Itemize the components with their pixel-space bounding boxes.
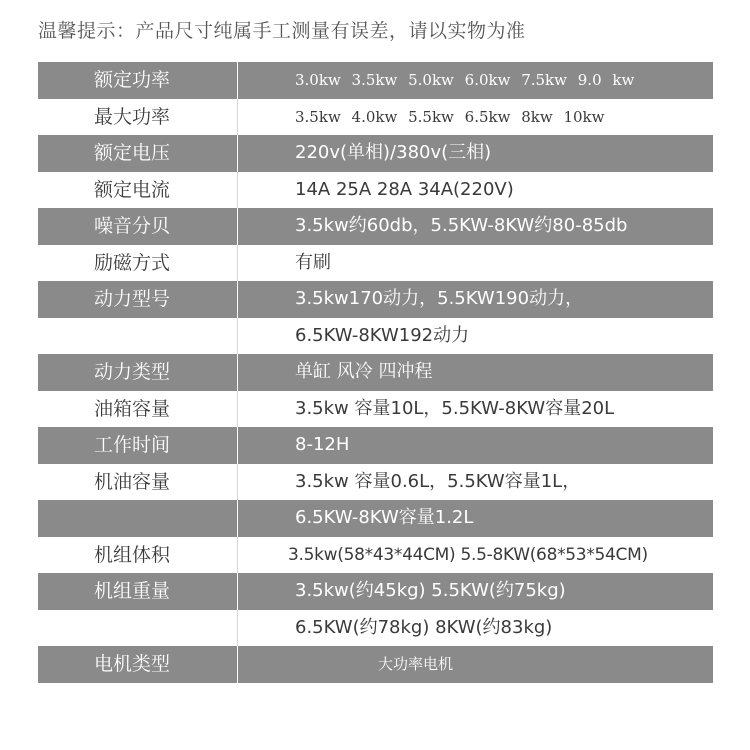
table-row (38, 464, 713, 501)
table-row (38, 610, 713, 647)
table-row (38, 318, 713, 355)
row-label: 额定电流 (94, 178, 171, 201)
row-value: 3.5kw 4.0kw 5.5kw 6.5kw 8kw 10kw (237, 99, 713, 136)
table-row (38, 208, 713, 245)
row-label: 工作时间 (94, 434, 171, 456)
table-row (38, 391, 713, 428)
row-label: 机组体积 (94, 543, 171, 566)
row-value: 3.5kw(58*43*44CM) 5.5-8KW(68*53*54CM) (237, 537, 713, 574)
row-value: 单缸 风冷 四冲程 (237, 354, 713, 391)
row-label (38, 500, 237, 537)
table-row (38, 537, 713, 574)
table-row (38, 135, 713, 172)
row-label (38, 610, 237, 647)
row-value: 3.5kw 容量10L，5.5KW-8KW容量20L (237, 391, 713, 428)
row-label: 油箱容量 (94, 397, 171, 420)
table-row (38, 646, 713, 683)
row-label: 额定电压 (94, 142, 171, 164)
table-row (38, 172, 713, 209)
row-value: 3.0kw 3.5kw 5.0kw 6.0kw 7.5kw 9.0 kw (237, 62, 713, 99)
row-value: 3.5kw(约45kg) 5.5KW(约75kg) (237, 573, 713, 610)
row-value: 6.5KW(约78kg) 8KW(约83kg) (237, 610, 713, 647)
row-value: 220v(单相)/380v(三相) (237, 135, 713, 172)
row-label: 电机类型 (94, 653, 171, 675)
table-row (38, 500, 713, 537)
row-value: 6.5KW-8KW容量1.2L (237, 500, 713, 537)
row-label: 最大功率 (94, 105, 171, 128)
row-value: 6.5KW-8KW192动力 (237, 318, 713, 355)
table-row (38, 427, 713, 464)
row-value: 3.5kw170动力，5.5KW190动力， (237, 281, 713, 318)
row-value: 大功率电机 (237, 646, 713, 683)
row-value: 有刷 (237, 245, 713, 282)
table-row (38, 62, 713, 99)
spec-table (38, 62, 713, 683)
disclaimer-note: 温馨提示：产品尺寸纯属手工测量有误差，请以实物为准 (38, 20, 526, 42)
row-label: 额定功率 (94, 69, 171, 91)
row-label: 动力型号 (94, 288, 171, 310)
row-value: 3.5kw约60db，5.5KW-8KW约80-85db (237, 208, 713, 245)
row-label: 励磁方式 (94, 251, 171, 274)
row-label: 噪音分贝 (94, 215, 171, 237)
row-value: 3.5kw 容量0.6L，5.5KW容量1L， (237, 464, 713, 501)
row-value: 8-12H (237, 427, 713, 464)
row-label: 机组重量 (94, 580, 171, 602)
table-row (38, 354, 713, 391)
table-row (38, 573, 713, 610)
row-label (38, 318, 237, 355)
table-row (38, 99, 713, 136)
row-value: 14A 25A 28A 34A(220V) (237, 172, 713, 209)
row-label: 机油容量 (94, 470, 171, 493)
row-label: 动力类型 (94, 361, 171, 383)
table-row (38, 281, 713, 318)
table-row (38, 245, 713, 282)
